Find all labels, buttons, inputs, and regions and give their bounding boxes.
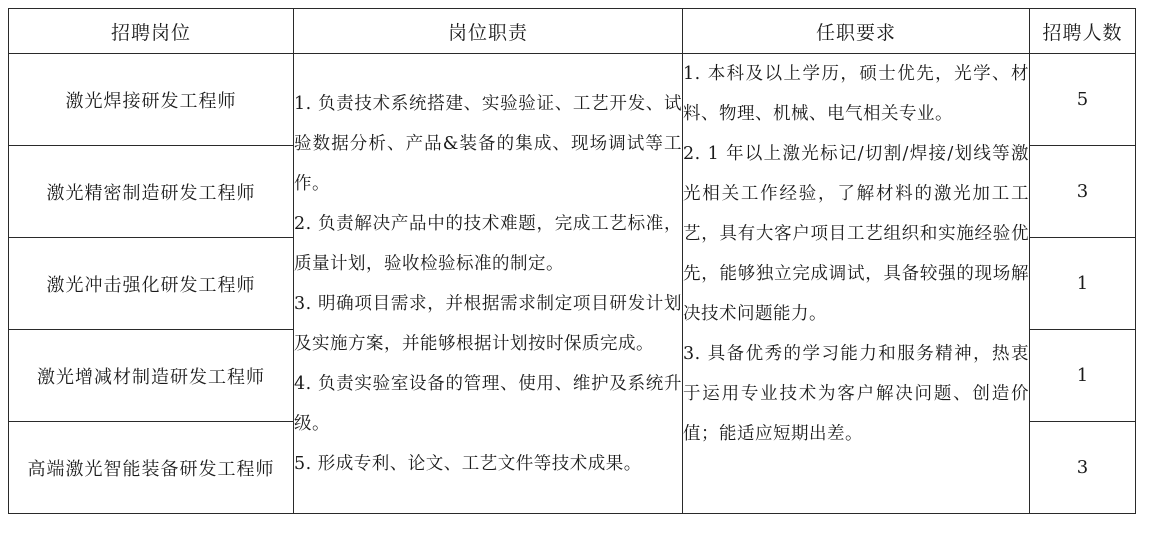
count-cell: 1 — [1030, 238, 1136, 330]
position-cell: 激光精密制造研发工程师 — [9, 146, 294, 238]
header-position: 招聘岗位 — [9, 9, 294, 54]
requirement-item: 2. 1 年以上激光标记/切割/焊接/划线等激光相关工作经验，了解材料的激光加工工艺，具有大客户项目工艺组织和实施经验优先，能够独立完成调试，具备较强的现场解决技术问题能力。 — [683, 144, 1029, 324]
position-cell: 高端激光智能装备研发工程师 — [9, 422, 294, 514]
position-cell: 激光冲击强化研发工程师 — [9, 238, 294, 330]
count-cell: 5 — [1030, 54, 1136, 146]
count-cell: 3 — [1030, 422, 1136, 514]
requirements-cell — [683, 54, 1030, 514]
duty-item: 3. 明确项目需求，并根据需求制定项目研发计划及实施方案，并能够根据计划按时保质完成。 — [294, 293, 682, 354]
header-requirements: 任职要求 — [683, 9, 1030, 54]
position-cell: 激光增减材制造研发工程师 — [9, 330, 294, 422]
position-cell: 激光焊接研发工程师 — [9, 54, 294, 146]
duties-cell — [294, 54, 683, 514]
duty-item: 4. 负责实验室设备的管理、使用、维护及系统升级。 — [294, 373, 682, 434]
duty-item: 5. 形成专利、论文、工艺文件等技术成果。 — [294, 453, 642, 474]
count-cell: 1 — [1030, 330, 1136, 422]
count-cell: 3 — [1030, 146, 1136, 238]
requirement-item: 1. 本科及以上学历，硕士优先，光学、材料、物理、机械、电气相关专业。 — [683, 64, 1029, 124]
duty-item: 1. 负责技术系统搭建、实验验证、工艺开发、试验数据分析、产品&装备的集成、现场调试等工作。 — [294, 93, 682, 194]
table-row — [9, 54, 1136, 146]
header-duties: 岗位职责 — [294, 9, 683, 54]
duty-item: 2. 负责解决产品中的技术难题，完成工艺标准，质量计划，验收检验标准的制定。 — [294, 213, 682, 274]
header-count: 招聘人数 — [1030, 9, 1136, 54]
recruitment-table — [8, 8, 1136, 514]
requirement-item: 3. 具备优秀的学习能力和服务精神，热衷于运用专业技术为客户解决问题、创造价值；能适应短期出差。 — [683, 344, 1029, 444]
header-row — [9, 9, 1136, 54]
